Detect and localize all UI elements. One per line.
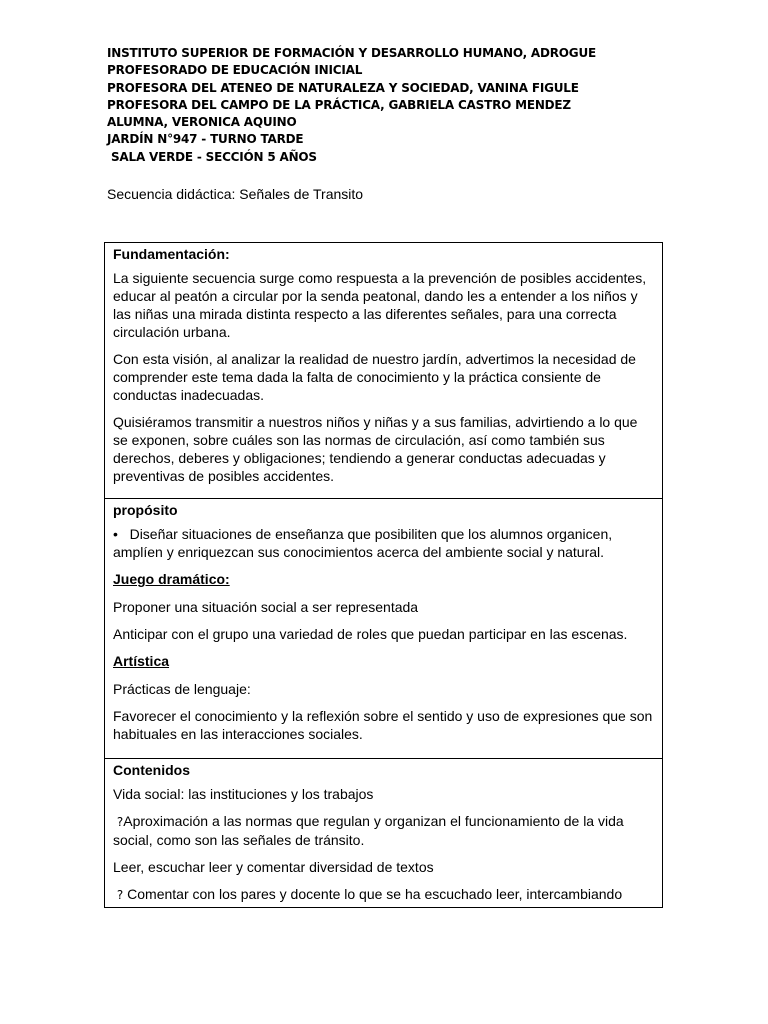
header-line-institute: INSTITUTO SUPERIOR DE FORMACIÓN Y DESARROLLO HUMANO, ADROGUE xyxy=(107,46,596,60)
fundamentacion-paragraph-3: Quisiéramos transmitir a nuestros niños y niñas y a sus familias, advirtiendo a lo que se exponen, sobre cuáles son las normas de circulación, así como también sus derechos, deberes y obligaciones; tendiendo a generar conductas adecuadas y preventivas de posibles accidentes. xyxy=(113,414,638,484)
question-mark-glyph: ? xyxy=(116,815,124,829)
artistica-paragraph-1: Prácticas de lenguaje: xyxy=(113,681,251,697)
juego-paragraph-2: Anticipar con el grupo una variedad de roles que puedan participar en las escenas. xyxy=(113,626,628,642)
fundamentacion-title: Fundamentación: xyxy=(113,246,230,262)
contenidos-paragraph-3: Leer, escuchar leer y comentar diversidad de textos xyxy=(113,859,434,875)
bullet-marker: • xyxy=(113,526,118,542)
artistica-paragraph-2: Favorecer el conocimiento y la reflexión sobre el sentido y uso de expresiones que son habituales en las interacciones sociales. xyxy=(113,708,653,742)
fundamentacion-cell xyxy=(105,243,662,499)
contenidos-paragraph-1: Vida social: las instituciones y los trabajos xyxy=(113,786,374,802)
contenidos-paragraph-2 xyxy=(113,812,654,849)
artistica-heading: Artística xyxy=(113,653,170,669)
proposito-bullet-text: Diseñar situaciones de enseñanza que posibiliten que los alumnos organicen, amplíen y enriquezcan sus conocimientos acerca del ambiente social y natural. xyxy=(113,526,613,560)
sequence-table xyxy=(104,242,663,908)
header-line-kindergarten: JARDÍN N°947 - TURNO TARDE xyxy=(107,132,304,147)
juego-paragraph-1: Proponer una situación social a ser representada xyxy=(113,599,419,615)
fundamentacion-paragraph-1: La siguiente secuencia surge como respuesta a la prevención de posibles accidentes, educar al peatón a circular por la senda peatonal, dando les a entender a los niños y las niñas una mirada distinta respecto a las diferentes señales, para una correcta circulación urbana. xyxy=(113,270,647,340)
proposito-title: propósito xyxy=(113,502,178,518)
contenidos-cell xyxy=(105,759,662,907)
header-line-program: PROFESORADO DE EDUCACIÓN INICIAL xyxy=(107,63,363,78)
contenidos-title: Contenidos xyxy=(113,762,190,778)
header-line-student: ALUMNA, VERONICA AQUINO xyxy=(107,115,297,130)
sequence-title: Secuencia didáctica: Señales de Transito xyxy=(107,186,364,202)
fundamentacion-paragraph-2: Con esta visión, al analizar la realidad de nuestro jardín, advertimos la necesidad de comprender este tema dada la falta de conocimiento y la práctica consiente de conductas inadecuadas. xyxy=(113,351,636,403)
header-line-room: SALA VERDE - SECCIÓN 5 AÑOS xyxy=(107,149,317,164)
contenidos-paragraph-4-text: Comentar con los pares y docente lo que se ha escuchado leer, intercambiando xyxy=(123,886,623,902)
document-header xyxy=(107,45,707,166)
header-line-ateneo-teacher: PROFESORA DEL ATENEO DE NATURALEZA Y SOCIEDAD, VANINA FIGULE xyxy=(107,80,579,95)
proposito-cell xyxy=(105,499,662,759)
proposito-bullet-item xyxy=(113,525,654,561)
contenidos-paragraph-4 xyxy=(113,885,654,904)
header-line-practice-teacher: PROFESORA DEL CAMPO DE LA PRÁCTICA, GABRIELA CASTRO MENDEZ xyxy=(107,97,571,112)
juego-dramatico-heading: Juego dramático: xyxy=(113,571,230,587)
contenidos-paragraph-2-text: Aproximación a las normas que regulan y organizan el funcionamiento de la vida social, como son las señales de tránsito. xyxy=(113,813,624,848)
question-mark-glyph: ? xyxy=(116,888,124,902)
